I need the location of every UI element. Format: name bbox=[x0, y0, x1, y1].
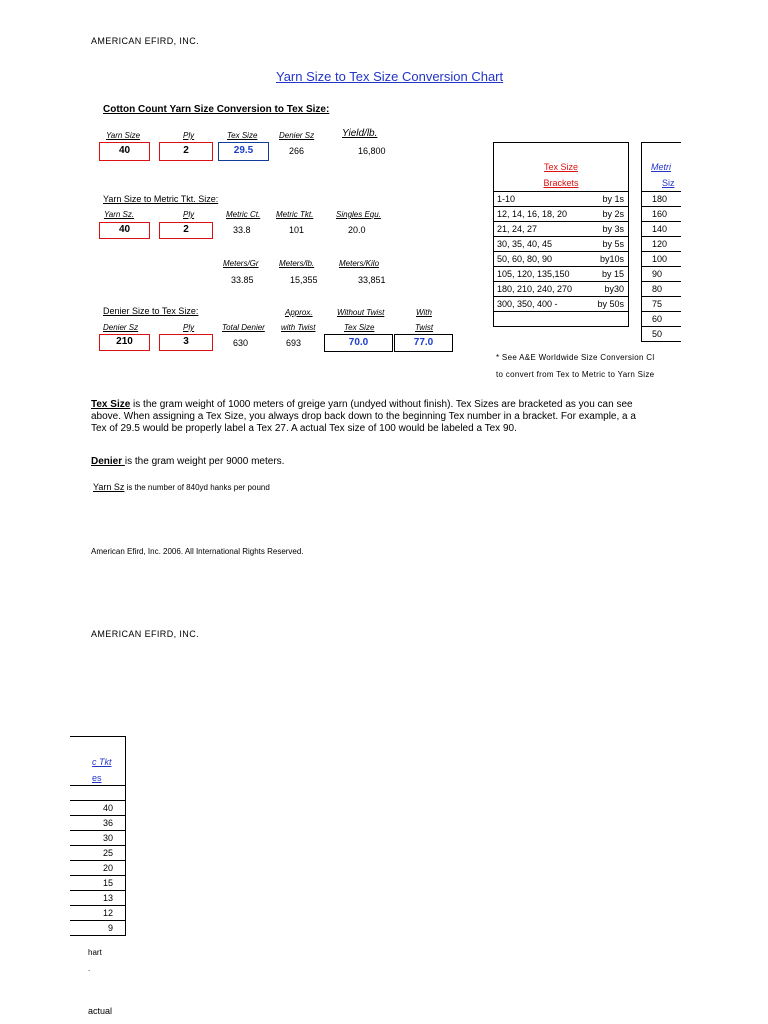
bracket-step: by 3s bbox=[602, 224, 624, 234]
bracket-cell bbox=[494, 237, 629, 252]
page2-table bbox=[70, 785, 126, 936]
tex-term: Tex Size bbox=[91, 399, 131, 410]
tex-size-with-twist-output: 77.0 bbox=[394, 334, 453, 352]
ply-input-3[interactable]: 3 bbox=[159, 334, 213, 351]
label-denier-sz: Denier Sz bbox=[279, 131, 315, 140]
denier-section-heading: Denier Size to Tex Size: bbox=[103, 306, 199, 316]
page2-row bbox=[70, 801, 126, 816]
metric-table-header bbox=[641, 142, 681, 192]
note-see-chart: * See A&E Worldwide Size Conversion Cl bbox=[496, 353, 655, 362]
yarn-sz-input[interactable]: 40 bbox=[99, 222, 150, 239]
metric-row bbox=[642, 327, 682, 342]
page2-cell: 13 bbox=[70, 891, 126, 906]
page2-cell: 15 bbox=[70, 876, 126, 891]
page2-row bbox=[70, 861, 126, 876]
brackets-table-header bbox=[493, 142, 629, 192]
yarn-size-input[interactable]: 40 bbox=[99, 142, 150, 161]
copyright: American Efird, Inc. 2006. All International Rights Reserved. bbox=[91, 547, 304, 556]
bracket-range: 12, 14, 16, 18, 20 bbox=[497, 209, 568, 219]
label-denier-sz-2: Denier Sz bbox=[103, 323, 139, 332]
bracket-step: by 2s bbox=[602, 209, 624, 219]
bracket-range: 1-10 bbox=[497, 194, 516, 204]
metric-cell: 50 bbox=[642, 327, 682, 342]
label-total-denier: Total Denier bbox=[222, 323, 265, 332]
total-denier-value: 630 bbox=[233, 338, 249, 348]
metric-row bbox=[642, 207, 682, 222]
label-ply-3: Ply bbox=[183, 323, 195, 332]
note-convert: to convert from Tex to Metric to Yarn Size bbox=[496, 370, 655, 379]
label-yield: Yield/lb. bbox=[342, 128, 378, 139]
bracket-cell bbox=[494, 297, 629, 312]
metric-cell: 160 bbox=[642, 207, 682, 222]
bracket-row bbox=[494, 252, 629, 267]
tex-def-line3: Tex of 29.5 would be properly label a Tex 27. A actual Tex size of 100 would be labeled a Tex 90. bbox=[91, 423, 517, 434]
meters-lb-value: 15,355 bbox=[290, 275, 318, 285]
brackets-header-line2: Brackets bbox=[543, 178, 579, 188]
metric-section-heading: Yarn Size to Metric Tkt. Size: bbox=[103, 194, 219, 204]
label-tex-size: Tex Size bbox=[227, 131, 258, 140]
tex-def-line2: above. When assigning a Tex Size, you always drop back down to the beginning Tex number in a bracket. For example, a a bbox=[91, 411, 636, 422]
yarn-term: Yarn Sz bbox=[93, 482, 125, 492]
singles-equ-value: 20.0 bbox=[348, 225, 366, 235]
label-meters-gr: Meters/Gr bbox=[223, 259, 259, 268]
bracket-cell bbox=[494, 282, 629, 297]
metric-cell: 180 bbox=[642, 192, 682, 207]
label-singles-equ: Singles Equ. bbox=[336, 210, 381, 219]
metric-ct-value: 33.8 bbox=[233, 225, 251, 235]
bracket-cell bbox=[494, 222, 629, 237]
bracket-step: by10s bbox=[599, 254, 624, 264]
company-header: AMERICAN EFIRD, INC. bbox=[91, 36, 200, 46]
page2-row bbox=[70, 831, 126, 846]
bracket-row bbox=[494, 237, 629, 252]
bracket-row bbox=[494, 222, 629, 237]
denier-sz-input[interactable]: 210 bbox=[99, 334, 150, 351]
metric-header-line1: Metri bbox=[651, 162, 671, 172]
metric-header-line2: Siz bbox=[662, 178, 675, 188]
metric-cell: 120 bbox=[642, 237, 682, 252]
label-with-twist: with Twist bbox=[281, 323, 316, 332]
bracket-row bbox=[494, 267, 629, 282]
bracket-range: 180, 210, 240, 270 bbox=[497, 284, 573, 294]
bracket-step: by 1s bbox=[602, 194, 624, 204]
metric-row bbox=[642, 252, 682, 267]
metric-row bbox=[642, 312, 682, 327]
ply-input[interactable]: 2 bbox=[159, 142, 213, 161]
metric-table bbox=[641, 191, 681, 342]
label-metric-tkt: Metric Tkt. bbox=[276, 210, 314, 219]
page2-cell bbox=[70, 786, 126, 801]
yarn-definition bbox=[93, 482, 270, 492]
label-yarn-sz: Yarn Sz. bbox=[104, 210, 135, 219]
tex-def-line1: is the gram weight of 1000 meters of greige yarn (undyed without finish). Tex Sizes are bracketed as you can see bbox=[130, 399, 633, 410]
metric-row bbox=[642, 192, 682, 207]
bracket-range: 21, 24, 27 bbox=[497, 224, 538, 234]
metric-cell: 90 bbox=[642, 267, 682, 282]
label-metric-ct: Metric Ct. bbox=[226, 210, 261, 219]
bracket-range: 50, 60, 80, 90 bbox=[497, 254, 553, 264]
page2-table-header bbox=[70, 736, 126, 786]
page2-cell: 12 bbox=[70, 906, 126, 921]
bracket-step: by 5s bbox=[602, 239, 624, 249]
label-ply-2: Ply bbox=[183, 210, 195, 219]
page2-header-line1: c Tkt bbox=[92, 757, 112, 767]
denier-definition bbox=[91, 456, 284, 467]
label-tex-size-2: Tex Size bbox=[344, 323, 375, 332]
label-approx: Approx. bbox=[285, 308, 313, 317]
denier-sz-value: 266 bbox=[289, 146, 305, 156]
bracket-step: by 15 bbox=[601, 269, 624, 279]
metric-cell: 80 bbox=[642, 282, 682, 297]
label-with: With bbox=[416, 308, 432, 317]
page2-row bbox=[70, 906, 126, 921]
metric-row bbox=[642, 267, 682, 282]
page2-cell: 36 bbox=[70, 816, 126, 831]
page2-cell: 40 bbox=[70, 801, 126, 816]
bracket-row bbox=[494, 207, 629, 222]
page2-row bbox=[70, 846, 126, 861]
metric-tkt-value: 101 bbox=[289, 225, 305, 235]
metric-cell: 100 bbox=[642, 252, 682, 267]
page2-row bbox=[70, 891, 126, 906]
bracket-row bbox=[494, 282, 629, 297]
bracket-cell bbox=[494, 312, 629, 327]
label-yarn-size: Yarn Size bbox=[106, 131, 141, 140]
label-twist: Twist bbox=[415, 323, 434, 332]
denier-term: Denier bbox=[91, 456, 125, 467]
yield-value: 16,800 bbox=[358, 146, 386, 156]
label-without-twist: Without Twist bbox=[337, 308, 385, 317]
tex-definition bbox=[91, 399, 633, 411]
tex-size-without-twist-output: 70.0 bbox=[324, 334, 393, 352]
bracket-step: by30 bbox=[604, 284, 624, 294]
tex-size-output: 29.5 bbox=[218, 142, 269, 161]
meters-kilo-value: 33,851 bbox=[358, 275, 386, 285]
page2-row bbox=[70, 921, 126, 936]
metric-row bbox=[642, 282, 682, 297]
bracket-cell bbox=[494, 207, 629, 222]
bracket-range: 105, 120, 135,150 bbox=[497, 269, 570, 279]
page2-tail3: actual bbox=[88, 1006, 113, 1016]
bracket-step: by 50s bbox=[597, 299, 624, 309]
bracket-row bbox=[494, 192, 629, 207]
bracket-cell bbox=[494, 192, 629, 207]
brackets-header-line1: Tex Size bbox=[543, 162, 578, 172]
ply-input-2[interactable]: 2 bbox=[159, 222, 213, 239]
page2-row bbox=[70, 816, 126, 831]
metric-cell: 60 bbox=[642, 312, 682, 327]
page2-cell: 30 bbox=[70, 831, 126, 846]
label-meters-kilo: Meters/Kilo bbox=[339, 259, 380, 268]
metric-row bbox=[642, 237, 682, 252]
meters-gr-value: 33.85 bbox=[231, 275, 254, 285]
page-title[interactable]: Yarn Size to Tex Size Conversion Chart bbox=[276, 69, 504, 84]
bracket-row bbox=[494, 297, 629, 312]
denier-def-text: is the gram weight per 9000 meters. bbox=[124, 456, 285, 467]
page2-cell: 20 bbox=[70, 861, 126, 876]
company-header-repeat: AMERICAN EFIRD, INC. bbox=[91, 629, 200, 639]
page2-cell: 9 bbox=[70, 921, 126, 936]
brackets-table bbox=[493, 191, 629, 327]
page2-tail2: . bbox=[88, 964, 91, 973]
metric-cell: 75 bbox=[642, 297, 682, 312]
bracket-cell bbox=[494, 267, 629, 282]
bracket-range: 300, 350, 400 - bbox=[497, 299, 558, 309]
metric-row bbox=[642, 222, 682, 237]
page2-cell: 25 bbox=[70, 846, 126, 861]
bracket-cell bbox=[494, 252, 629, 267]
page2-row bbox=[70, 876, 126, 891]
page2-row bbox=[70, 786, 126, 801]
label-ply: Ply bbox=[183, 131, 195, 140]
cotton-section-heading: Cotton Count Yarn Size Conversion to Tex Size: bbox=[103, 104, 330, 115]
with-twist-value: 693 bbox=[286, 338, 302, 348]
metric-row bbox=[642, 297, 682, 312]
bracket-range: 30, 35, 40, 45 bbox=[497, 239, 553, 249]
label-meters-lb: Meters/lb. bbox=[279, 259, 315, 268]
page2-tail1: hart bbox=[88, 948, 102, 957]
bracket-row bbox=[494, 312, 629, 327]
yarn-def-text: is the number of 840yd hanks per pound bbox=[124, 483, 270, 492]
metric-cell: 140 bbox=[642, 222, 682, 237]
page2-header-line2: es bbox=[92, 773, 102, 783]
